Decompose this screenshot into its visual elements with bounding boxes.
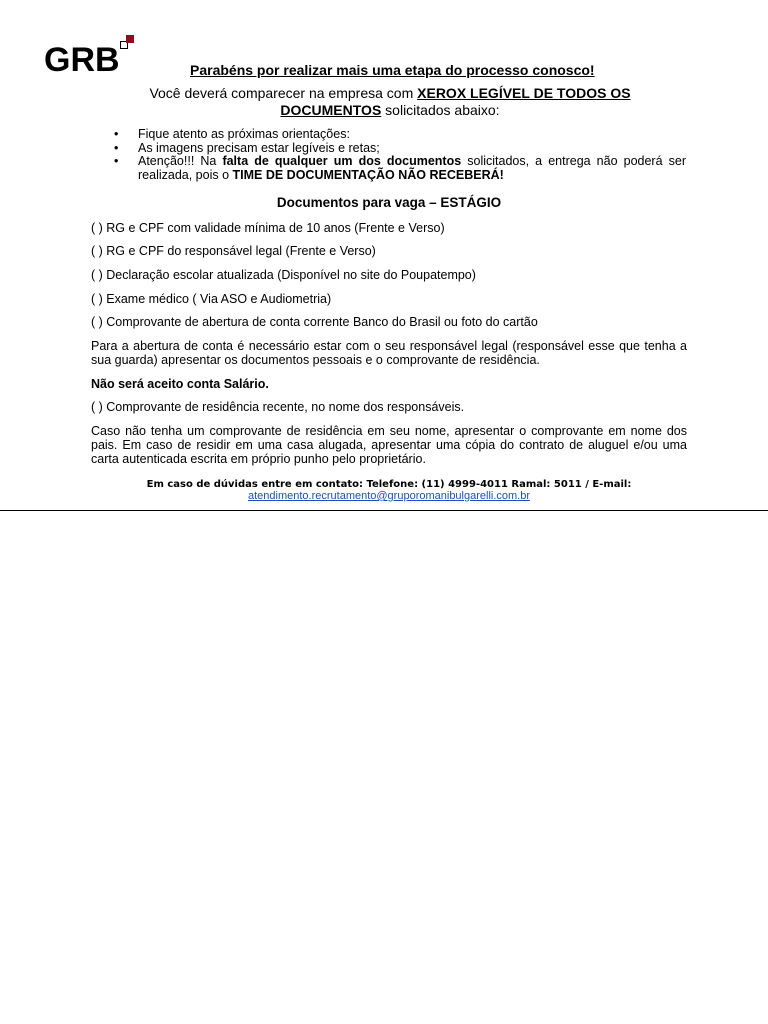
company-logo [44, 40, 136, 80]
list-item [92, 155, 686, 182]
guidelines-list [92, 128, 686, 182]
intro-suffix: solicitados abaixo: [381, 102, 500, 118]
section-title: Documentos para vaga – ESTÁGIO [276, 195, 502, 210]
paragraph-residencia: Caso não tenha um comprovante de residência em seu nome, apresentar o comprovante em nome dos pais. Em caso de residir em uma casa alugada, apresentar uma cópia do contrato de aluguel e/ou uma carta autenticada escrita em próprio punho pelo proprietário. [91, 424, 687, 466]
page-title: Parabéns por realizar mais uma etapa do processo conosco! [190, 62, 595, 78]
checklist-item-exame: ( ) Exame médico ( Via ASO e Audiometria) [91, 292, 332, 306]
logo-red-square [126, 35, 134, 43]
checklist-item-residencia: ( ) Comprovante de residência recente, no nome dos responsáveis. [91, 400, 465, 414]
list-item [92, 128, 686, 142]
bullet-text-pre: Atenção!!! Na [138, 154, 223, 168]
bullet-icon: • [114, 154, 119, 168]
logo-text: GRB [44, 41, 120, 79]
page-divider [0, 510, 768, 511]
bullet-icon: • [114, 127, 119, 141]
bullet-text-bold: falta de qualquer um dos documentos [222, 154, 462, 168]
intro-prefix: Você deverá comparecer na empresa com [149, 85, 418, 101]
checklist-item-declaracao: ( ) Declaração escolar atualizada (Disponível no site do Poupatempo) [91, 268, 476, 282]
bullet-text: Fique atento as próximas orientações: [138, 127, 350, 141]
intro-emphasis: XEROX LEGÍVEL DE TODOS OS DOCUMENTOS [280, 85, 631, 118]
checklist-item-rg-cpf-responsavel: ( ) RG e CPF do responsável legal (Frente e Verso) [91, 244, 376, 258]
contact-info: Em caso de dúvidas entre em contato: Telefone: (11) 4999-4011 Ramal: 5011 / E-mail: [146, 479, 632, 490]
checklist-item-rg-cpf: ( ) RG e CPF com validade mínima de 10 anos (Frente e Verso) [91, 221, 445, 235]
bullet-icon: • [114, 140, 119, 155]
paragraph-conta: Para a abertura de conta é necessário estar com o seu responsável legal (responsável esse que tenha a sua guarda) apresentar os documentos pessoais e o comprovante de residência. [91, 339, 687, 367]
bullet-text-bold: TIME DE DOCUMENTAÇÃO NÃO RECEBERÁ! [232, 167, 504, 182]
intro-paragraph [130, 85, 650, 119]
contact-email [0, 490, 768, 503]
bullet-text-mid: solicitados, a entrega não poderá ser realizada, pois o [138, 154, 686, 182]
notice-conta-salario: Não será aceito conta Salário. [91, 377, 269, 391]
email-link[interactable]: atendimento.recrutamento@gruporomanibulgarelli.com.br [247, 490, 531, 502]
checklist-item-conta: ( ) Comprovante de abertura de conta corrente Banco do Brasil ou foto do cartão [91, 315, 538, 329]
bullet-text: As imagens precisam estar legíveis e retas; [138, 140, 380, 155]
list-item [92, 142, 686, 156]
